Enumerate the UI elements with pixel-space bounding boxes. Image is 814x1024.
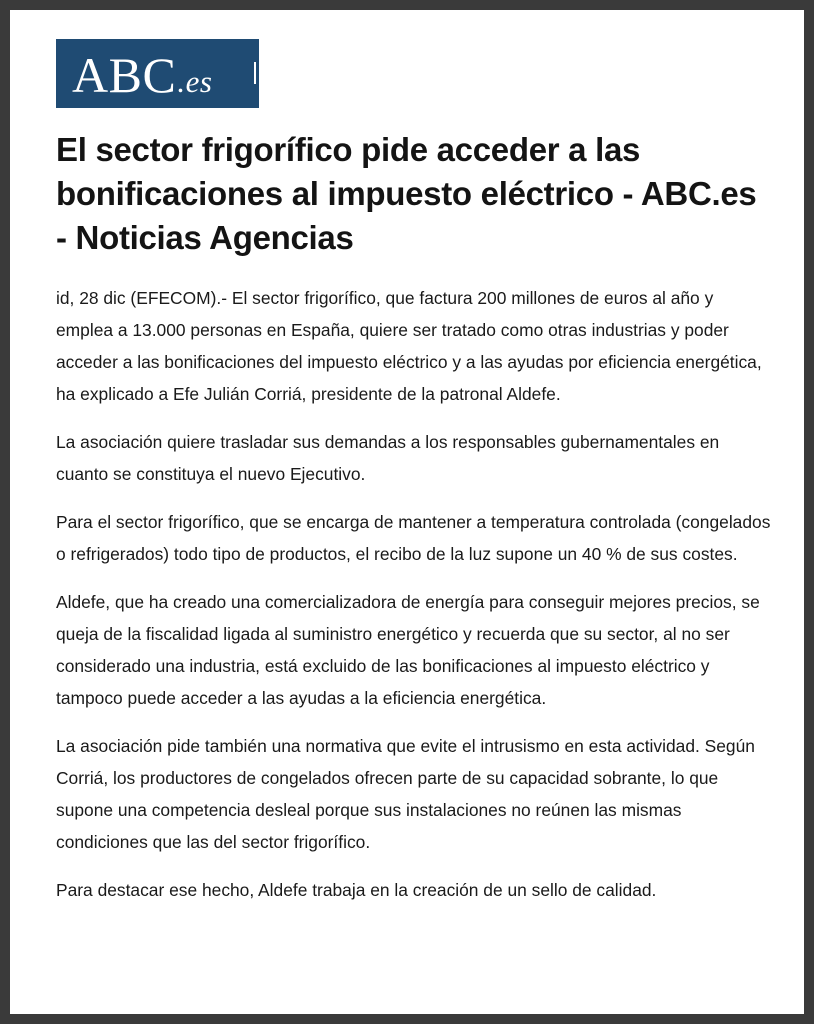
article-paragraph: id, 28 dic (EFECOM).- El sector frigorífico, que factura 200 millones de euros al año y emplea a 13.000 personas en España, quiere ser tratado como otras industrias y poder acceder a las bonificaciones del impuesto eléctrico y a las ayudas por eficiencia energética, ha explicado a Efe Julián Corriá, presidente de la patronal Aldefe. <box>56 288 762 404</box>
article-paragraph: Aldefe, que ha creado una comercializadora de energía para conseguir mejores precios, se queja de la fiscalidad ligada al suministro energético y recuerda que su sector, al no ser considerado una industria, está excluido de las bonificaciones al impuesto eléctrico y tampoco puede acceder a las ayudas a la eficiencia energética. <box>56 592 760 708</box>
logo-suffix-text: .es <box>177 64 213 99</box>
article-body <box>56 282 771 922</box>
logo-divider <box>254 62 256 84</box>
logo-wordmark <box>72 47 212 110</box>
article-paragraph: La asociación quiere trasladar sus demandas a los responsables gubernamentales en cuanto se constituya el nuevo Ejecutivo. <box>56 432 720 484</box>
article-paragraph: Para el sector frigorífico, que se encarga de mantener a temperatura controlada (congelados o refrigerados) todo tipo de productos, el recibo de la luz supone un 40 % de sus costes. <box>56 512 771 564</box>
logo-main-text: ABC <box>72 47 177 103</box>
article-paragraph: La asociación pide también una normativa que evite el intrusismo en esta actividad. Según Corriá, los productores de congelados ofrecen parte de su capacidad sobrante, lo que supone una competencia desleal porque sus instalaciones no reúnen las mismas condiciones que las del sector frigorífico. <box>56 736 755 852</box>
article-paragraph: Para destacar ese hecho, Aldefe trabaja en la creación de un sello de calidad. <box>56 880 657 900</box>
article-headline: El sector frigorífico pide acceder a las bonificaciones al impuesto eléctrico - ABC.es - Noticias Agencias <box>56 131 757 256</box>
document-page <box>10 10 804 1014</box>
abc-logo[interactable] <box>56 39 259 108</box>
